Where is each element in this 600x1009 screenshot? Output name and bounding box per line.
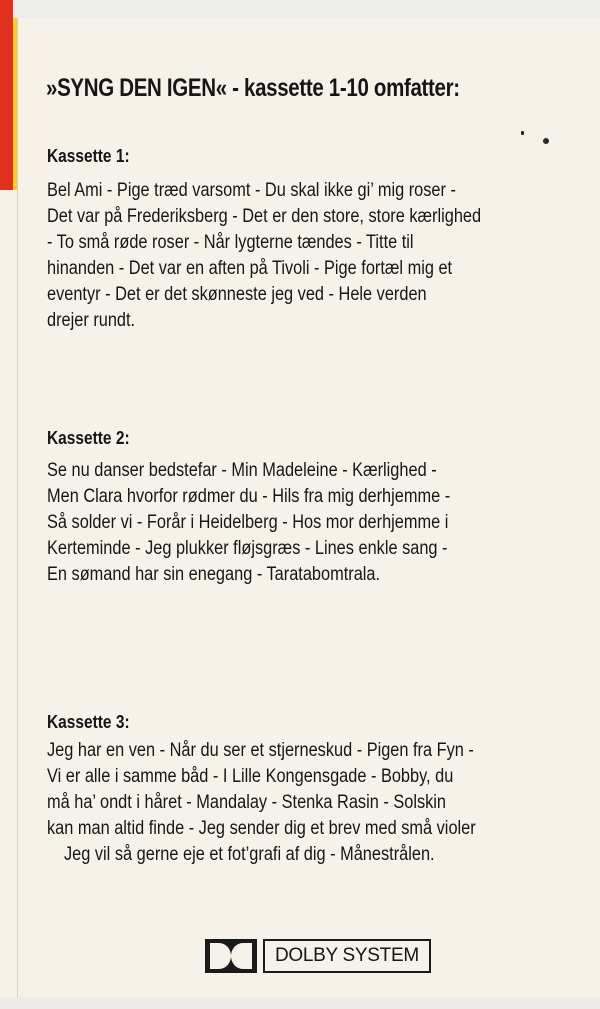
song-list-line: kan man altid finde - Jeg sender dig et brev med små violer bbox=[47, 818, 476, 839]
song-list-line: drejer rundt. bbox=[47, 310, 136, 331]
ink-speck bbox=[543, 138, 549, 144]
dolby-system-label: DOLBY SYSTEM bbox=[263, 939, 431, 973]
song-list-line: En sømand har sin enegang - Taratabomtrala. bbox=[47, 564, 381, 585]
song-list-line: hinanden - Det var en aften på Tivoli - Pige fortæl mig et bbox=[47, 258, 453, 279]
top-margin bbox=[0, 0, 600, 18]
song-list-line: Bel Ami - Pige træd varsomt - Du skal ikke gi’ mig roser - bbox=[47, 180, 456, 201]
red-edge-stripe bbox=[0, 0, 13, 190]
song-list-line: Kerteminde - Jeg plukker fløjsgræs - Lines enkle sang - bbox=[47, 538, 448, 559]
song-list-line: må ha’ ondt i håret - Mandalay - Stenka Rasin - Solskin bbox=[47, 792, 447, 813]
page-title: »SYNG DEN IGEN« - kassette 1-10 omfatter: bbox=[46, 74, 460, 102]
ink-speck bbox=[521, 131, 524, 135]
section-heading-kassette-3: Kassette 3: bbox=[47, 712, 130, 732]
bottom-margin bbox=[0, 997, 600, 1009]
song-list-line: Så solder vi - Forår i Heidelberg - Hos mor derhjemme i bbox=[47, 512, 449, 533]
song-list-line: Jeg vil så gerne eje et fot’grafi af dig - Månestrålen. bbox=[64, 844, 435, 865]
dolby-double-d-icon bbox=[205, 939, 257, 973]
section-heading-kassette-2: Kassette 2: bbox=[47, 428, 130, 448]
song-list-line: Se nu danser bedstefar - Min Madeleine - Kærlighed - bbox=[47, 460, 437, 481]
song-list-line: eventyr - Det er det skønneste jeg ved - Hele verden bbox=[47, 284, 427, 305]
song-list-line: - To små røde roser - Når lygterne tændes - Titte til bbox=[47, 232, 414, 253]
section-heading-kassette-1: Kassette 1: bbox=[47, 146, 130, 166]
song-list-line: Det var på Frederiksberg - Det er den store, store kærlighed bbox=[47, 206, 482, 227]
song-list-line: Vi er alle i samme båd - I Lille Kongensgade - Bobby, du bbox=[47, 766, 454, 787]
fold-line bbox=[17, 18, 18, 998]
dolby-system-logo bbox=[205, 939, 431, 973]
song-list-line: Jeg har en ven - Når du ser et stjerneskud - Pigen fra Fyn - bbox=[47, 740, 474, 761]
song-list-line: Men Clara hvorfor rødmer du - Hils fra mig derhjemme - bbox=[47, 486, 451, 507]
